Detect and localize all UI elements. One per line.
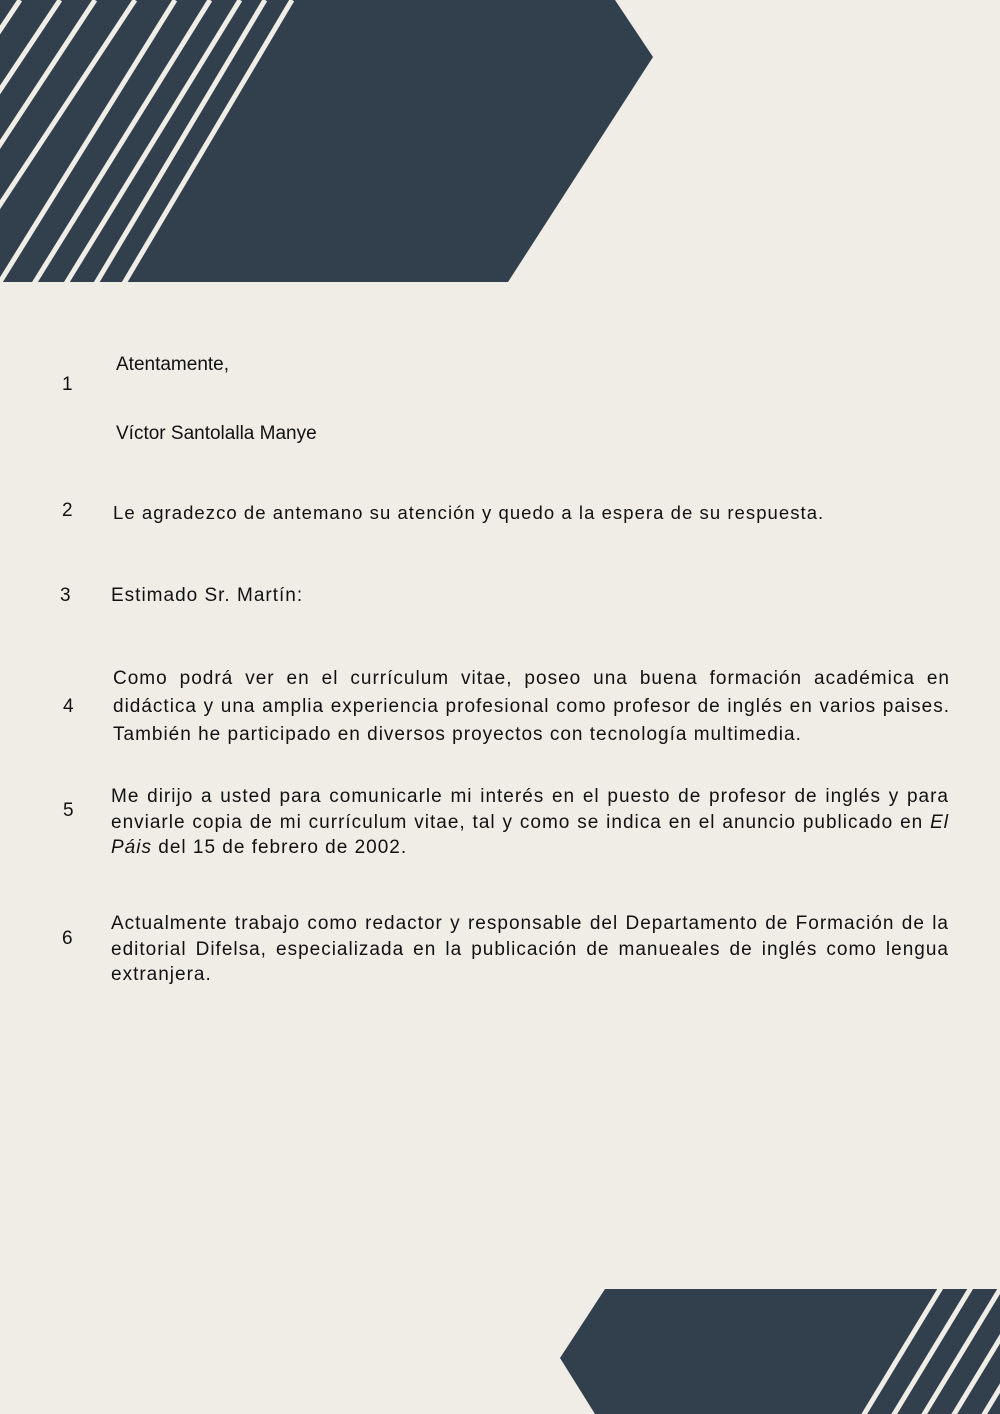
item-number-3: 3 (60, 585, 71, 606)
item-number-5: 5 (63, 800, 74, 821)
paragraph-interest-end: del 15 de febrero de 2002. (151, 837, 408, 858)
paragraph-cv: Como podrá ver en el currículum vitae, poseo una buena formación académica en didáctica y una amplia experiencia profesional como profesor de inglés en varios paises. También he participado en diversos proyectos con tecnología multimedia. (113, 668, 950, 745)
salutation: Estimado Sr. Martín: (111, 585, 304, 606)
paragraph-thanks: Le agradezco de antemano su atención y quedo a la espera de su respuesta. (113, 502, 825, 523)
paragraph-interest-start: Me dirijo a usted para comunicarle mi interés en el puesto de profesor de inglés y para enviarle copia de mi currículum vitae, tal y como se indica en el anuncio publicado en (111, 786, 949, 833)
paragraph-current-job: Actualmente trabajo como redactor y responsable del Departamento de Formación de la editorial Difelsa, especializada en la publicación de manueales de inglés como lengua extranjera. (111, 913, 949, 985)
item-number-2: 2 (62, 500, 73, 521)
item-number-1: 1 (62, 374, 73, 395)
top-decoration-banner (0, 0, 660, 285)
bottom-decoration-banner (555, 1286, 1000, 1414)
closing-text: Atentamente, (116, 354, 230, 375)
paragraph-interest (111, 784, 949, 861)
signature-name: Víctor Santolalla Manye (116, 423, 317, 444)
item-number-4: 4 (63, 696, 74, 717)
top-navy-hexagon (0, 0, 653, 282)
item-number-6: 6 (62, 928, 73, 949)
newspaper-name: El Páis (111, 811, 949, 858)
